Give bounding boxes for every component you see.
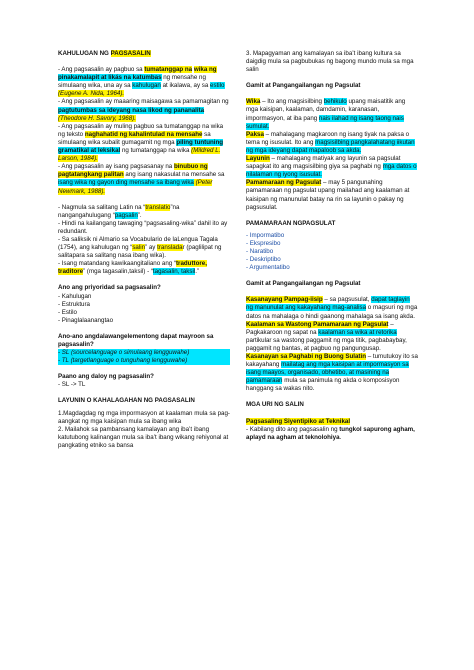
- definition-larson: - Ang pagsasalin ay muling pagbuo sa tumatanggap na wika ng teksto naghahatid ng kahalintulad na mensahe sa simulaang wika subalit gumagamit ng mga piling tuntuning gramatikal at leksikal ng tumatanggap na wika (Mildred L. Larson, 1984).: [58, 122, 224, 163]
- term-siyentipiko: Pagsasaling Siyentipiko at Teknikal - Kabilang dito ang pagsasalin ng tungkol sapurong agham, aplayd na agham at teknolohiya.: [246, 417, 415, 441]
- etymology-almario: - Sa saliksik ni Almario sa Vocabulario de laLengua Tagala (1754), ang kahulugan ng “salin” ay transladar (paglilipat ng salitapara sa salitang nasa ibang wika).: [58, 235, 222, 260]
- list-item-sl: - SL (sourcelanguage o simulaang lengguwahe): [58, 349, 230, 357]
- list-item: - Impormatibo: [246, 231, 285, 239]
- list-item: - Pinaglalaanangtao: [58, 316, 114, 324]
- answer-daloy: - SL -> TL: [58, 381, 86, 389]
- list-item: - Naratibo: [246, 247, 274, 255]
- list-item-tl: - TL (targetlanguage o tunguhang lengguwahe): [58, 357, 230, 365]
- layunin-item-2: 2. Mailahok sa pambansang kamalayan ang iba’t ibang katutubong kalinangan mula sa iba’t ibang wikang rehiyonal at pangkating etniko sa bansa: [58, 425, 229, 449]
- section-title-gamit-2: Gamit at Pangangailangan ng Pagsulat: [246, 280, 361, 288]
- definition-newmark: - Ang pagsasalin ay isang pagsasanay na binubuo ng pagtatangkang palitan ang isang nakasulat na mensahe sa isang wika ng gayon ding mensahe sa ibang wika (Peter Newmark, 1988).: [58, 163, 225, 195]
- term-kasanayan-paghabi: Kasanayan sa Paghabi ng Buong Sulatin – tumutukoy ito sa kakayahang mailatag ang mga kaisipan at impormasyon sa isang maayos, organisado, obhetibo, at masining na pamamaraan mula sa panimula ng akda o komposisyon hanggang sa wakas nito.: [246, 353, 418, 393]
- section-title-gamit: Gamit at Pangangailangan ng Pagsulat: [246, 82, 361, 90]
- definition-nida: - Ang pagsasalin ay pagbuo sa tumatanggap na wika ng pinakamalapit at likás na katumbas ng mensahe ng simulaang wika, una ay sa kahulugan at ikalawa, ay sa estilo (Eugene A. Nida, 1964).: [58, 66, 225, 98]
- term-paksa: Paksa – mahalagang magkaroon ng isang tiyak na paksa o tema ng isusulat. Ito ang magsisilbing pangkalahatang iikutan ng mga ideyang dapat mapaloob sa akda.: [246, 130, 415, 154]
- term-pamamaraan: Pamamaraan ng Pagsulat – may 5 pangunahing pamamaraan ng pagsulat upang mailahad ang kaalaman at kaisipan ng manunulat batay na rin sa layunin o pakay ng pagsusulat.: [246, 179, 410, 211]
- term-kasanayang-pampag-iisip: Kasanayang Pampag-iisip – sa pagsusulat, dapat taglayin ng manunulat ang kakayahang mag-analisa o magsuri ng mga datos na mahalaga o hindi gaanong mahalaga sa isang akda.: [246, 296, 418, 320]
- etymology-translatio: - Nagmula sa salitang Latin na “translatio”na nangangahulugang “pagsalin”.: [58, 203, 180, 219]
- title-highlight: PAGSASALIN: [110, 50, 151, 57]
- question-priyoridad: Ano ang priyoridad sa pagsasalin?: [58, 284, 161, 292]
- right-column: [246, 50, 418, 670]
- definition-savory: - Ang pagsasalin ay maaaring maisagawa sa pamamagitan ng pagtutumbas sa ideyang nasa likod ng pananalita (Theodore H. Savory, 1968).: [58, 98, 229, 122]
- list-item: - Argumentatibo: [246, 264, 290, 272]
- etymology-redundant: - Hindi na kailangang tawaging “pagsasaling-wika” dahil ito ay redundant.: [58, 219, 228, 235]
- term-layunin: Layunin – mahalagang matiyak ang layunin sa pagsulat sapagkat ito ang magsisilbing giya sa paghabi ng mga datos o nilalaman ng iyong isusulat.: [246, 155, 417, 179]
- section-title-layunin: LAYUNIN O KAHALAGAHAN NG PAGSASALIN: [58, 397, 195, 405]
- question-elemento: Ano-ano angdalawangelementong dapat mayroon sa pagsasalin?: [58, 332, 214, 348]
- list-item: - Deskriptibo: [246, 256, 281, 264]
- section-title-mga-uri: MGA URI NG SALIN: [246, 401, 304, 409]
- etymology-traduttore: - Isang matandang kawikaangitaliano ang “traduttore, traditore” (mga tagasalin,taksil) - “tagasalin, taksil.”: [58, 260, 207, 276]
- list-item: - Kahulugan: [58, 292, 92, 300]
- list-item: - Estruktura: [58, 300, 90, 308]
- section-title-pamamaraan: PAMAMARAAN NGPAGSULAT: [246, 219, 336, 227]
- layunin-item-1: 1.Magdagdag ng mga impormasyon at kaalaman mula sa pag-aangkat ng mga kaisipan mula sa ibang wika: [58, 409, 230, 425]
- list-item: - Estilo: [58, 308, 77, 316]
- section-title-kahulugan: KAHULUGAN NG PAGSASALIN: [58, 50, 151, 57]
- question-daloy: Paano ang daloy ng pagsasalin?: [58, 373, 154, 381]
- term-kaalaman-wastong-pamamaraan: Kaalaman sa Wastong Pamamaraan ng Pagsulat – Pagkakaroon ng sapat na kaalaman sa wika at retorika partikular sa wastong paggamit ng mga titik, pagbabaybay, paggamit ng bantas, at pagbuo ng pangungusap.: [246, 320, 407, 352]
- left-column: [58, 50, 230, 670]
- term-wika: Wika – Ito ang magsisilbing behikulo upang maisatitik ang mga kaisipan, kaalaman, damdamin, karanasan, impormasyon, at iba pang nais ilahad ng isang taong nais sumulat.: [246, 98, 406, 130]
- list-item: - Ekspresibo: [246, 239, 281, 247]
- layunin-item-3: 3. Mapagyaman ang kamalayan sa iba’t ibang kultura sa daigdig mula sa pagbubukas ng bagong mundo mula sa mga salin: [246, 50, 414, 74]
